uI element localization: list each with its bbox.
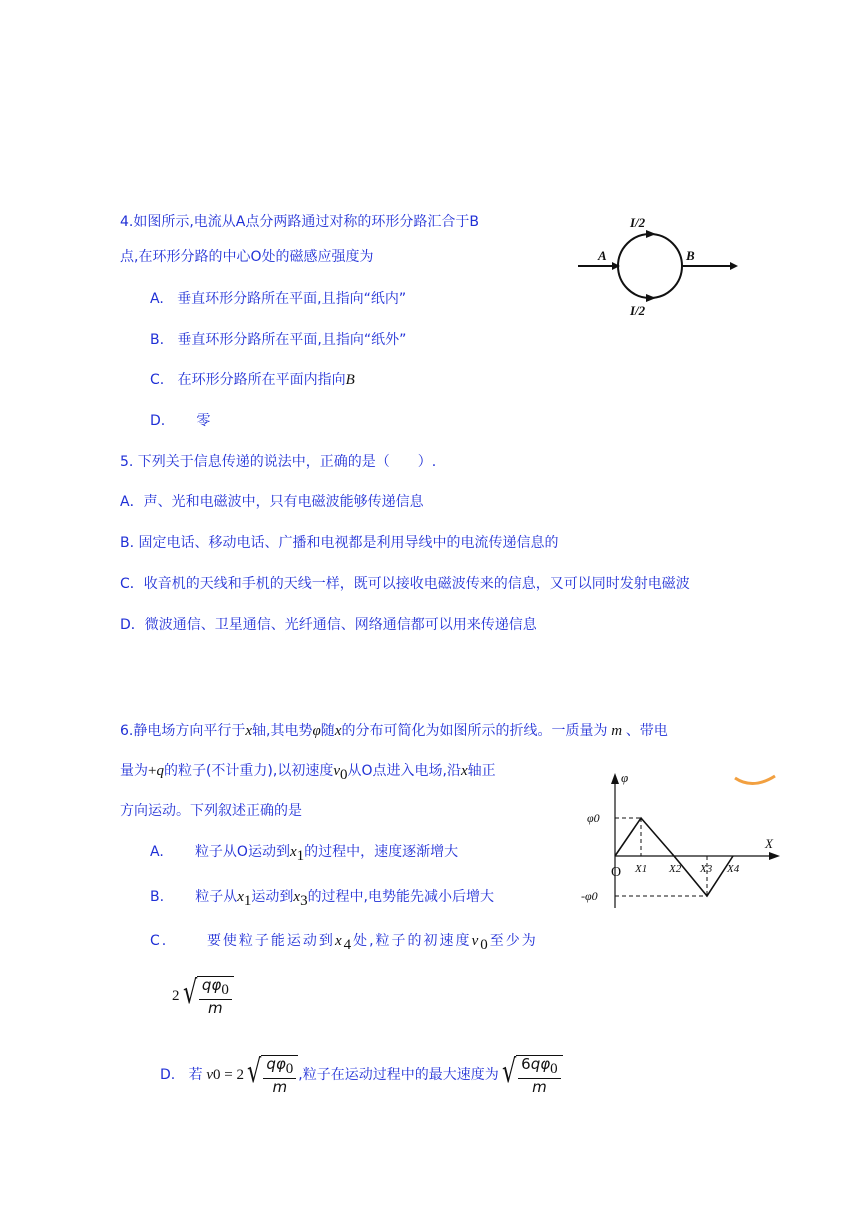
q5-stem: 5. 下列关于信息传递的说法中，正确的是（ ）. [120,454,437,470]
q6-y-axis-arrow [611,773,619,784]
q6-option-a: A. 粒子从O运动到$x_1$的过程中，速度逐渐增大 [150,844,459,864]
q6-phi0-label: φ0 [587,811,600,825]
q4-stem-line2: 点,在环形分路的中心O处的磁感应强度为 [120,249,374,265]
q4-label-b: B [686,248,695,263]
q4-ring [618,234,682,298]
q6-origin-label: O [611,865,622,880]
q4-wire-left [578,262,620,270]
q6-stem-line1: 6.静电场方向平行于x轴,其电势φ随x的分布可简化为如图所示的折线。一质量为 m 、带电 [120,723,668,739]
q4-ring-circuit-figure [570,210,750,320]
q5-option-b: B. 固定电话、移动电话、广播和电视都是利用导线中的电流传递信息的 [120,535,559,551]
q6-tick-x2: X2 [669,863,682,875]
q4-label-bottom: I/2 [630,303,646,318]
q4-bottom-arrow [646,294,656,302]
q4-top-arrow [646,230,656,238]
decorative-swoosh-icon [735,776,775,784]
q6-stem-line2: 量为+q的粒子(不计重力),以初速度$v_0$从O点进入电场,沿x轴正 [120,763,496,783]
q6-negphi0-label: -φ0 [581,889,598,903]
q6-tick-x3: X3 [700,863,713,875]
q4-option-a: A. 垂直环形分路所在平面,且指向“纸内” [150,291,407,307]
q4-option-b: B. 垂直环形分路所在平面,且指向“纸外” [150,332,407,348]
q6-potential-line [615,818,733,896]
q6-tick-x4: X4 [727,863,740,875]
q4-stem-line1: 4.如图所示,电流从A点分两路通过对称的环形分路汇合于B [120,214,479,230]
q6-potential-graph [575,768,785,918]
q4-label-a: A [598,248,607,263]
q6-option-d: D. 若 v 0 = 2 √ $\frac{q\varphi_0}{m}$ ,粒子在运动过程中的最大速度为 √ $\frac{6q\varphi_0}{m}$ [160,1055,563,1095]
q6-x-axis-arrow [769,852,780,860]
q4-wire-right [682,262,738,270]
q5-option-c: C．收音机的天线和手机的天线一样，既可以接收电磁波传来的信息，又可以同时发射电磁波 [120,576,690,592]
q6-option-b: B. 粒子从$x_1$运动到$x_3$的过程中,电势能先减小后增大 [150,889,495,909]
q6-option-c-formula: 2 √ $\frac{q\varphi_0}{m}$ [172,976,234,1016]
q6-tick-x1: X1 [635,863,648,875]
q5-option-d: D．微波通信、卫星通信、光纤通信、网络通信都可以用来传递信息 [120,617,537,633]
q4-option-c: C. 在环形分路所在平面内指向B [150,372,355,388]
q6-x-label: X [765,836,773,851]
q4-label-top: I/2 [630,215,646,230]
q5-option-a: A．声、光和电磁波中，只有电磁波能够传递信息 [120,494,424,510]
q6-option-c: C. 要使粒子能运动到$x_4$处,粒子的初速度$v_0$至少为 [150,933,538,953]
q6-y-label: φ [621,770,629,785]
q6-stem-line3: 方向运动。下列叙述正确的是 [120,803,302,819]
q4-option-d: D. 零 [150,413,211,429]
